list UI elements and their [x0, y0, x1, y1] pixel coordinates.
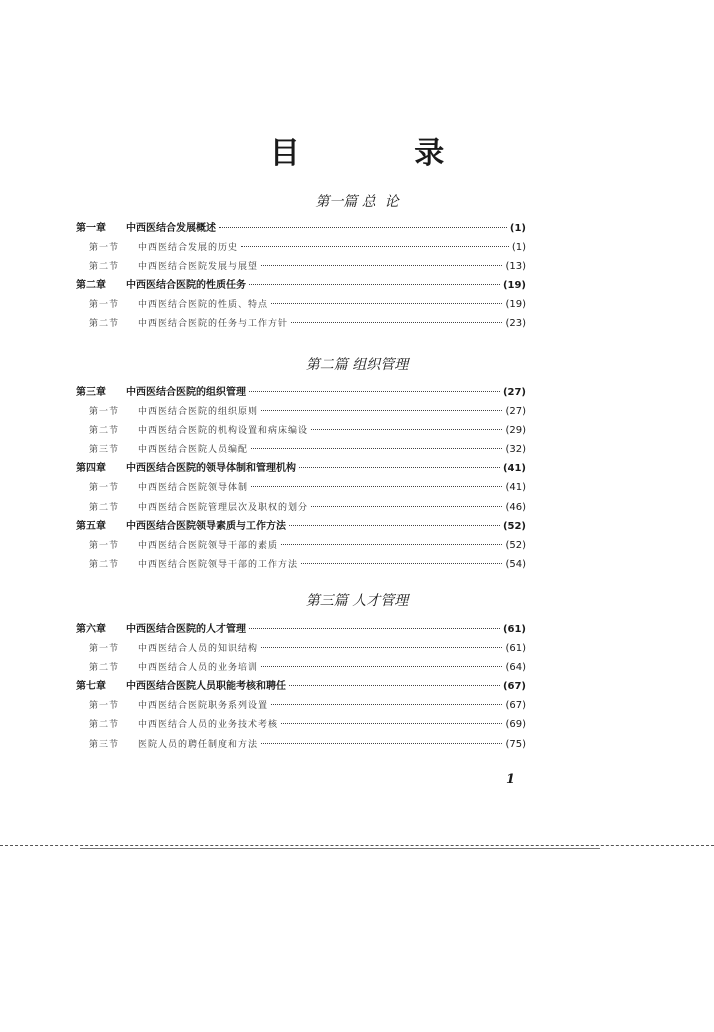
- toc-part-3-list: [76, 620, 526, 754]
- toc-section-row[interactable]: [76, 402, 526, 421]
- toc-part-2-list: [76, 383, 526, 574]
- section-number: 第一节: [89, 243, 120, 254]
- dot-leader: [261, 265, 502, 266]
- scan-edge-line: [80, 848, 600, 849]
- dot-leader: [251, 486, 502, 487]
- section-number: 第一节: [89, 407, 120, 418]
- toc-section-row[interactable]: [76, 555, 526, 574]
- page-ref: (54): [505, 558, 526, 570]
- section-number: 第三节: [89, 445, 120, 456]
- section-number: 第三节: [89, 739, 120, 750]
- section-number: 第二节: [89, 426, 120, 437]
- page-ref: (61): [505, 643, 526, 655]
- page-ref: (64): [505, 662, 526, 674]
- chapter-number: 第三章: [76, 387, 106, 398]
- dot-leader: [249, 391, 500, 392]
- part-title-1: 第一篇 总 论: [315, 194, 399, 210]
- section-number: 第一节: [89, 540, 120, 551]
- page-ref: (1): [511, 242, 526, 254]
- page-ref: (75): [505, 738, 526, 750]
- section-title: 中西医结合医院的组织原则: [138, 407, 259, 418]
- section-title: 中西医结合医院职务系列设置: [138, 701, 269, 712]
- dot-leader: [261, 647, 502, 648]
- chapter-title: 中西医结合医院的组织管理: [126, 387, 246, 398]
- section-title: 中西医结合医院领导干部的素质: [138, 540, 279, 551]
- section-number: 第二节: [89, 502, 120, 513]
- section-title: 中西医结合医院人员编配: [138, 445, 249, 456]
- page-ref: (69): [505, 719, 526, 731]
- page-ref: (52): [505, 539, 526, 551]
- section-title: 中西医结合人员的业务培训: [138, 663, 259, 674]
- chapter-title: 中西医结合医院的性质任务: [126, 280, 246, 292]
- page-ref: (1): [509, 223, 526, 234]
- page-ref: (27): [502, 387, 526, 398]
- chapter-number: 第四章: [76, 463, 106, 475]
- section-title: 医院人员的聘任制度和方法: [138, 739, 259, 750]
- section-number: 第二节: [89, 262, 120, 273]
- dot-leader: [291, 322, 502, 323]
- dot-leader: [219, 227, 507, 228]
- toc-section-row[interactable]: [76, 715, 526, 734]
- section-title: 中西医结合医院的性质、特点: [138, 300, 269, 311]
- toc-section-row[interactable]: [76, 238, 526, 257]
- dot-leader: [311, 429, 502, 430]
- chapter-number: 第七章: [76, 681, 106, 693]
- toc-section-row[interactable]: [76, 658, 526, 677]
- section-title: 中西医结合医院领导干部的工作方法: [138, 559, 299, 570]
- chapter-title: 中西医结合发展概述: [126, 223, 216, 234]
- chapter-title: 中西医结合医院的领导体制和管理机构: [126, 463, 296, 475]
- dot-leader: [249, 284, 500, 285]
- toc-chapter-row[interactable]: [76, 677, 526, 696]
- page-ref: (61): [502, 624, 526, 635]
- dot-leader: [249, 628, 500, 629]
- chapter-number: 第一章: [76, 223, 106, 234]
- dot-leader: [261, 410, 502, 411]
- chapter-title: 中西医结合医院的人才管理: [126, 624, 246, 635]
- section-number: 第二节: [89, 559, 120, 570]
- toc-section-row[interactable]: [76, 498, 526, 517]
- toc-section-row[interactable]: [76, 295, 526, 314]
- toc-chapter-row[interactable]: [76, 276, 526, 295]
- toc-section-row[interactable]: [76, 536, 526, 555]
- page-ref: (29): [505, 425, 526, 437]
- chapter-title: 中西医结合医院人员职能考核和聘任: [126, 681, 286, 693]
- toc-section-row[interactable]: [76, 696, 526, 715]
- section-title: 中西医结合人员的知识结构: [138, 644, 259, 655]
- page-ref: (13): [505, 261, 526, 273]
- section-number: 第二节: [89, 720, 120, 731]
- section-title: 中西医结合医院发展与展望: [138, 262, 259, 273]
- section-title: 中西医结合医院领导体制: [138, 483, 249, 494]
- toc-chapter-row[interactable]: [76, 620, 526, 639]
- toc-part-1-list: [76, 219, 526, 334]
- dot-leader: [241, 246, 509, 247]
- toc-section-row[interactable]: [76, 735, 526, 754]
- toc-chapter-row[interactable]: [76, 383, 526, 402]
- dot-leader: [261, 743, 502, 744]
- dot-leader: [311, 506, 502, 507]
- page-ref: (23): [505, 318, 526, 330]
- section-title: 中西医结合医院的机构设置和病床编设: [138, 426, 309, 437]
- page-ref: (19): [502, 280, 526, 292]
- dot-leader: [261, 666, 502, 667]
- section-number: 第二节: [89, 319, 120, 330]
- section-number: 第一节: [89, 300, 120, 311]
- dot-leader: [299, 467, 500, 468]
- section-number: 第一节: [89, 483, 120, 494]
- section-title: 中西医结合人员的业务技术考核: [138, 720, 279, 731]
- dot-leader: [281, 544, 502, 545]
- toc-section-row[interactable]: [76, 421, 526, 440]
- section-title: 中西医结合医院管理层次及职权的划分: [138, 502, 309, 513]
- page-ref: (67): [505, 700, 526, 712]
- chapter-number: 第二章: [76, 280, 106, 292]
- toc-section-row[interactable]: [76, 314, 526, 333]
- toc-chapter-row[interactable]: [76, 459, 526, 478]
- chapter-number: 第六章: [76, 624, 106, 635]
- section-number: 第二节: [89, 663, 120, 674]
- dot-leader: [281, 723, 502, 724]
- dot-leader: [289, 525, 500, 526]
- toc-section-row[interactable]: [76, 639, 526, 658]
- dot-leader: [289, 685, 500, 686]
- part-title-3: 第三篇 人才管理: [305, 593, 409, 609]
- toc-section-row[interactable]: [76, 478, 526, 497]
- dot-leader: [301, 563, 502, 564]
- page-ref: (27): [505, 406, 526, 418]
- chapter-title: 中西医结合医院领导素质与工作方法: [126, 520, 286, 532]
- scan-edge-line: [0, 845, 714, 846]
- section-number: 第一节: [89, 701, 120, 712]
- section-title: 中西医结合发展的历史: [138, 243, 239, 254]
- section-title: 中西医结合医院的任务与工作方针: [138, 319, 289, 330]
- toc-section-row[interactable]: [76, 257, 526, 276]
- page-ref: (52): [502, 520, 526, 532]
- page-ref: (19): [505, 299, 526, 311]
- page-number: 1: [506, 772, 516, 787]
- page-ref: (67): [502, 681, 526, 693]
- section-number: 第一节: [89, 644, 120, 655]
- page-ref: (46): [505, 501, 526, 513]
- part-title-2: 第二篇 组织管理: [305, 357, 409, 373]
- toc-section-row[interactable]: [76, 440, 526, 459]
- dot-leader: [251, 448, 502, 449]
- page-ref: (41): [502, 463, 526, 475]
- chapter-number: 第五章: [76, 520, 106, 532]
- page-ref: (32): [505, 444, 526, 456]
- page-title: 目 录: [269, 136, 497, 171]
- dot-leader: [271, 303, 502, 304]
- dot-leader: [271, 704, 502, 705]
- page-ref: (41): [505, 482, 526, 494]
- toc-chapter-row[interactable]: [76, 219, 526, 238]
- toc-chapter-row[interactable]: [76, 517, 526, 536]
